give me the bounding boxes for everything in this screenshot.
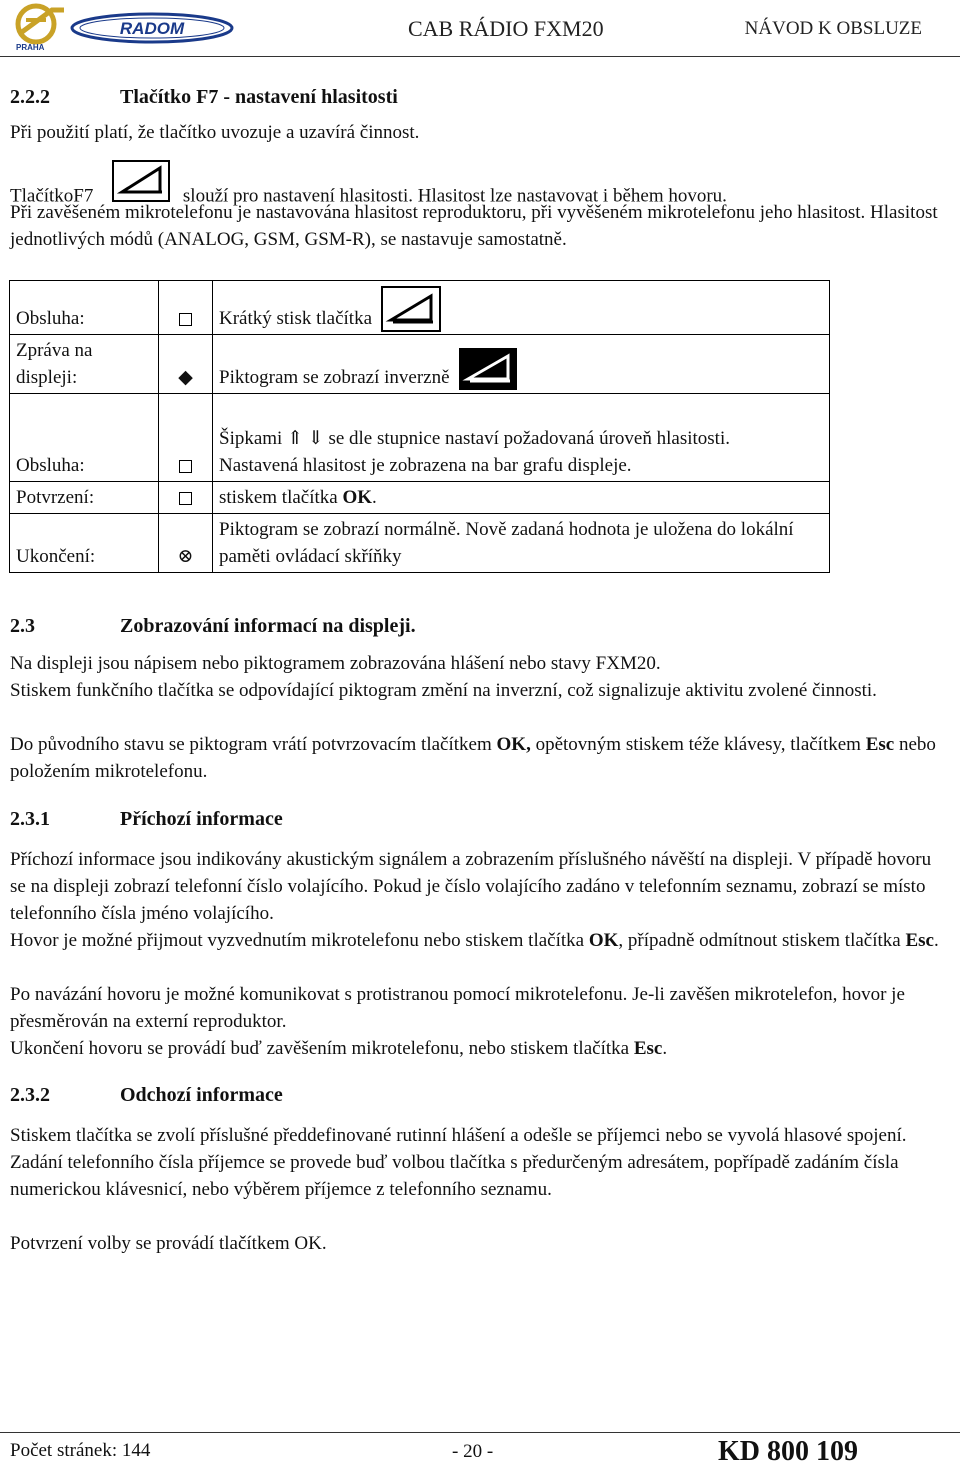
up-down-arrows-icon: ⇑ ⇓	[287, 428, 324, 449]
paragraph: Po navázání hovoru je možné komunikovat s protistranou pomocí mikrotelefonu. Je-li zavěšen mikrotelefon, hovor je přesměrován na externí reproduktor.	[10, 984, 905, 1032]
page-count: Počet stránek: 144	[10, 1440, 151, 1461]
radom-logo	[70, 12, 235, 44]
document-subtitle: NÁVOD K OBSLUZE	[744, 18, 922, 39]
table-row	[10, 394, 830, 482]
table-cell	[159, 335, 213, 394]
table-cell: Obsluha:	[10, 281, 159, 335]
circled-cross-icon: ⊗	[177, 546, 194, 567]
section-heading-2-3-1: 2.3.1 Příchozí informace	[10, 808, 283, 830]
operations-table	[9, 280, 830, 573]
checkbox-icon	[179, 460, 192, 473]
footer-divider	[0, 1432, 960, 1433]
table-cell: Piktogram se zobrazí inverzně	[213, 335, 830, 394]
section-heading-2-2-2: 2.2.2 Tlačítko F7 - nastavení hlasitosti	[10, 86, 398, 108]
page-number: - 20 -	[452, 1441, 494, 1462]
checkbox-icon	[179, 313, 192, 326]
svg-text:RADOM: RADOM	[119, 19, 185, 38]
document-code: KD 800 109	[718, 1436, 858, 1467]
paragraph: Na displeji jsou nápisem nebo piktogramem zobrazována hlášení nebo stavy FXM20.	[10, 653, 661, 674]
table-row	[10, 335, 830, 394]
paragraph: Příchozí informace jsou indikovány akustickým signálem a zobrazením příslušného návěští na displeji. V případě hovoru se na displeji zobrazí telefonní číslo volajícího. Pokud je číslo volajícího zadáno v telefonním seznamu, zobrazí se místo telefonního čísla jméno volajícího.	[10, 849, 932, 924]
table-row	[10, 482, 830, 514]
volume-button-inverse-icon	[458, 347, 518, 391]
table-cell: Šipkami ⇑ ⇓ se dle stupnice nastaví požadovaná úroveň hlasitosti. Nastavená hlasitost je zobrazena na bar grafu displeje.	[213, 394, 830, 482]
table-cell	[159, 514, 213, 573]
page-header	[0, 0, 960, 57]
table-row	[10, 514, 830, 573]
paragraph: Při použití platí, že tlačítko uvozuje a uzavírá činnost.	[10, 122, 420, 143]
table-cell	[159, 394, 213, 482]
paragraph-f7: TlačítkoF7 slouží pro nastavení hlasitosti. Hlasitost lze nastavovat i během hovoru.	[10, 172, 950, 222]
table-cell: stiskem tlačítka OK.	[213, 482, 830, 514]
paragraph: Ukončení hovoru se provádí buď zavěšením mikrotelefonu, nebo stiskem tlačítka Esc.	[10, 1038, 668, 1059]
paragraph: Stiskem tlačítka se zvolí příslušné předdefinované rutinní hlášení a odešle se příjemci nebo se vyvolá hlasové spojení. Zadání telefonního čísla příjemce se provede buď volbou tlačítka s předurčeným adresátem, popřípadě zadáním čísla numerickou klávesnicí, nebo výběrem příjemce z telefonního seznamu.	[10, 1125, 907, 1200]
section-heading-2-3-2: 2.3.2 Odchozí informace	[10, 1084, 283, 1106]
cd-praha-logo	[12, 2, 72, 52]
table-cell	[159, 281, 213, 335]
table-cell: Zpráva na displeji:	[10, 335, 159, 394]
table-cell: Obsluha:	[10, 394, 159, 482]
table-cell: Krátký stisk tlačítka	[213, 281, 830, 335]
paragraph: Stiskem funkčního tlačítka se odpovídající piktogram změní na inverzní, což signalizuje aktivitu zvolené činnosti.	[10, 680, 877, 701]
table-cell	[159, 482, 213, 514]
paragraph: Při zavěšeném mikrotelefonu je nastavována hlasitost reproduktoru, při vyvěšeném mikrotelefonu jeho hlasitost. Hlasitost jednotlivých módů (ANALOG, GSM, GSM-R), se nastavuje samostatně.	[10, 202, 938, 250]
table-cell: Ukončení:	[10, 514, 159, 573]
section-heading-2-3: 2.3 Zobrazování informací na displeji.	[10, 615, 416, 637]
table-cell: Piktogram se zobrazí normálně. Nově zadaná hodnota je uložena do lokální paměti ovládací skříňky	[213, 514, 830, 573]
paragraph: Potvrzení volby se provádí tlačítkem OK.	[10, 1233, 327, 1254]
checkbox-icon	[179, 492, 192, 505]
paragraph: Do původního stavu se piktogram vrátí potvrzovacím tlačítkem OK, opětovným stiskem téže klávesy, tlačítkem Esc nebo položením mikrotelefonu.	[10, 734, 936, 782]
diamond-icon: ◆	[178, 367, 193, 388]
volume-button-icon	[381, 286, 441, 332]
paragraph: Hovor je možné přijmout vyzvednutím mikrotelefonu nebo stiskem tlačítka OK, případně odmítnout stiskem tlačítka Esc.	[10, 930, 939, 951]
svg-text:PRAHA: PRAHA	[16, 43, 45, 52]
table-row	[10, 281, 830, 335]
document-title: CAB RÁDIO FXM20	[408, 16, 604, 41]
table-cell: Potvrzení:	[10, 482, 159, 514]
